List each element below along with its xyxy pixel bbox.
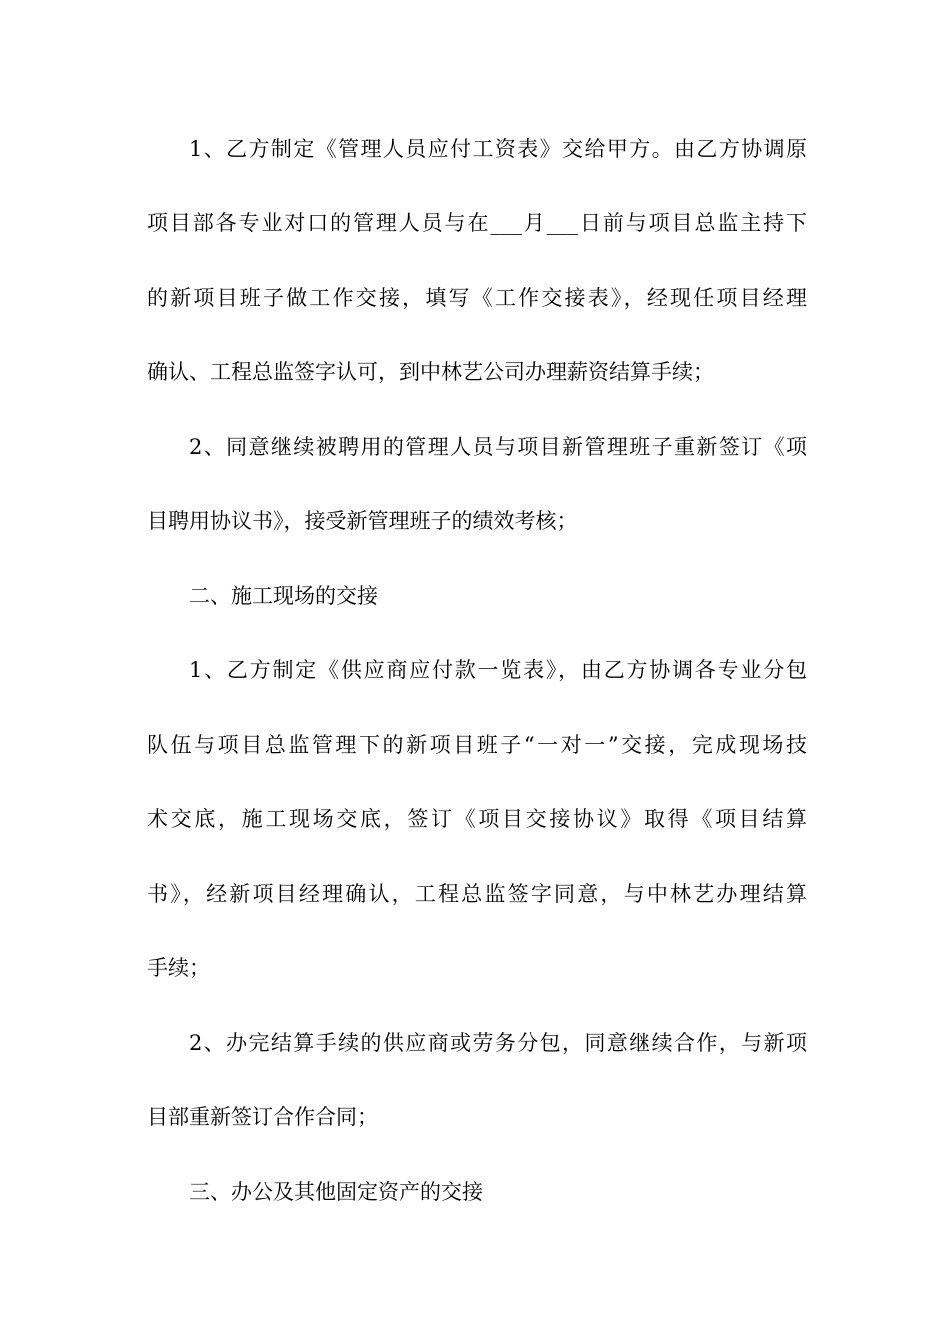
paragraph-line: 队伍与项目总监管理下的新项目班子“一对一”交接，完成现场技 xyxy=(147,733,807,757)
paragraph-line: 项目部各专业对口的管理人员与在___月___日前与项目总监主持下 xyxy=(147,211,807,235)
paragraph-line: 书》，经新项目经理确认，工程总监签字同意，与中林艺办理结算 xyxy=(147,882,807,906)
section-heading: 三、办公及其他固定资产的交接 xyxy=(189,1180,483,1204)
paragraph-line: 术交底，施工现场交底，签订《项目交接协议》取得《项目结算 xyxy=(147,807,807,831)
paragraph-line: 的新项目班子做工作交接，填写《工作交接表》，经现任项目经理 xyxy=(147,286,807,310)
paragraph-line: 确认、工程总监签字认可，到中林艺公司办理薪资结算手续； xyxy=(147,360,714,384)
section-heading: 二、施工现场的交接 xyxy=(189,584,378,608)
paragraph-line: 1、乙方制定《供应商应付款一览表》，由乙方协调各专业分包 xyxy=(189,658,807,682)
paragraph-line: 2、办完结算手续的供应商或劳务分包，同意继续合作，与新项 xyxy=(189,1031,807,1055)
paragraph-line: 1、乙方制定《管理人员应付工资表》交给甲方。由乙方协调原 xyxy=(189,137,807,161)
paragraph-line: 2、同意继续被聘用的管理人员与项目新管理班子重新签订《项 xyxy=(189,435,807,459)
paragraph-line: 目聘用协议书》，接受新管理班子的绩效考核； xyxy=(147,509,578,533)
paragraph-line: 目部重新签订合作合同； xyxy=(147,1105,378,1129)
paragraph-line: 手续； xyxy=(147,956,210,980)
